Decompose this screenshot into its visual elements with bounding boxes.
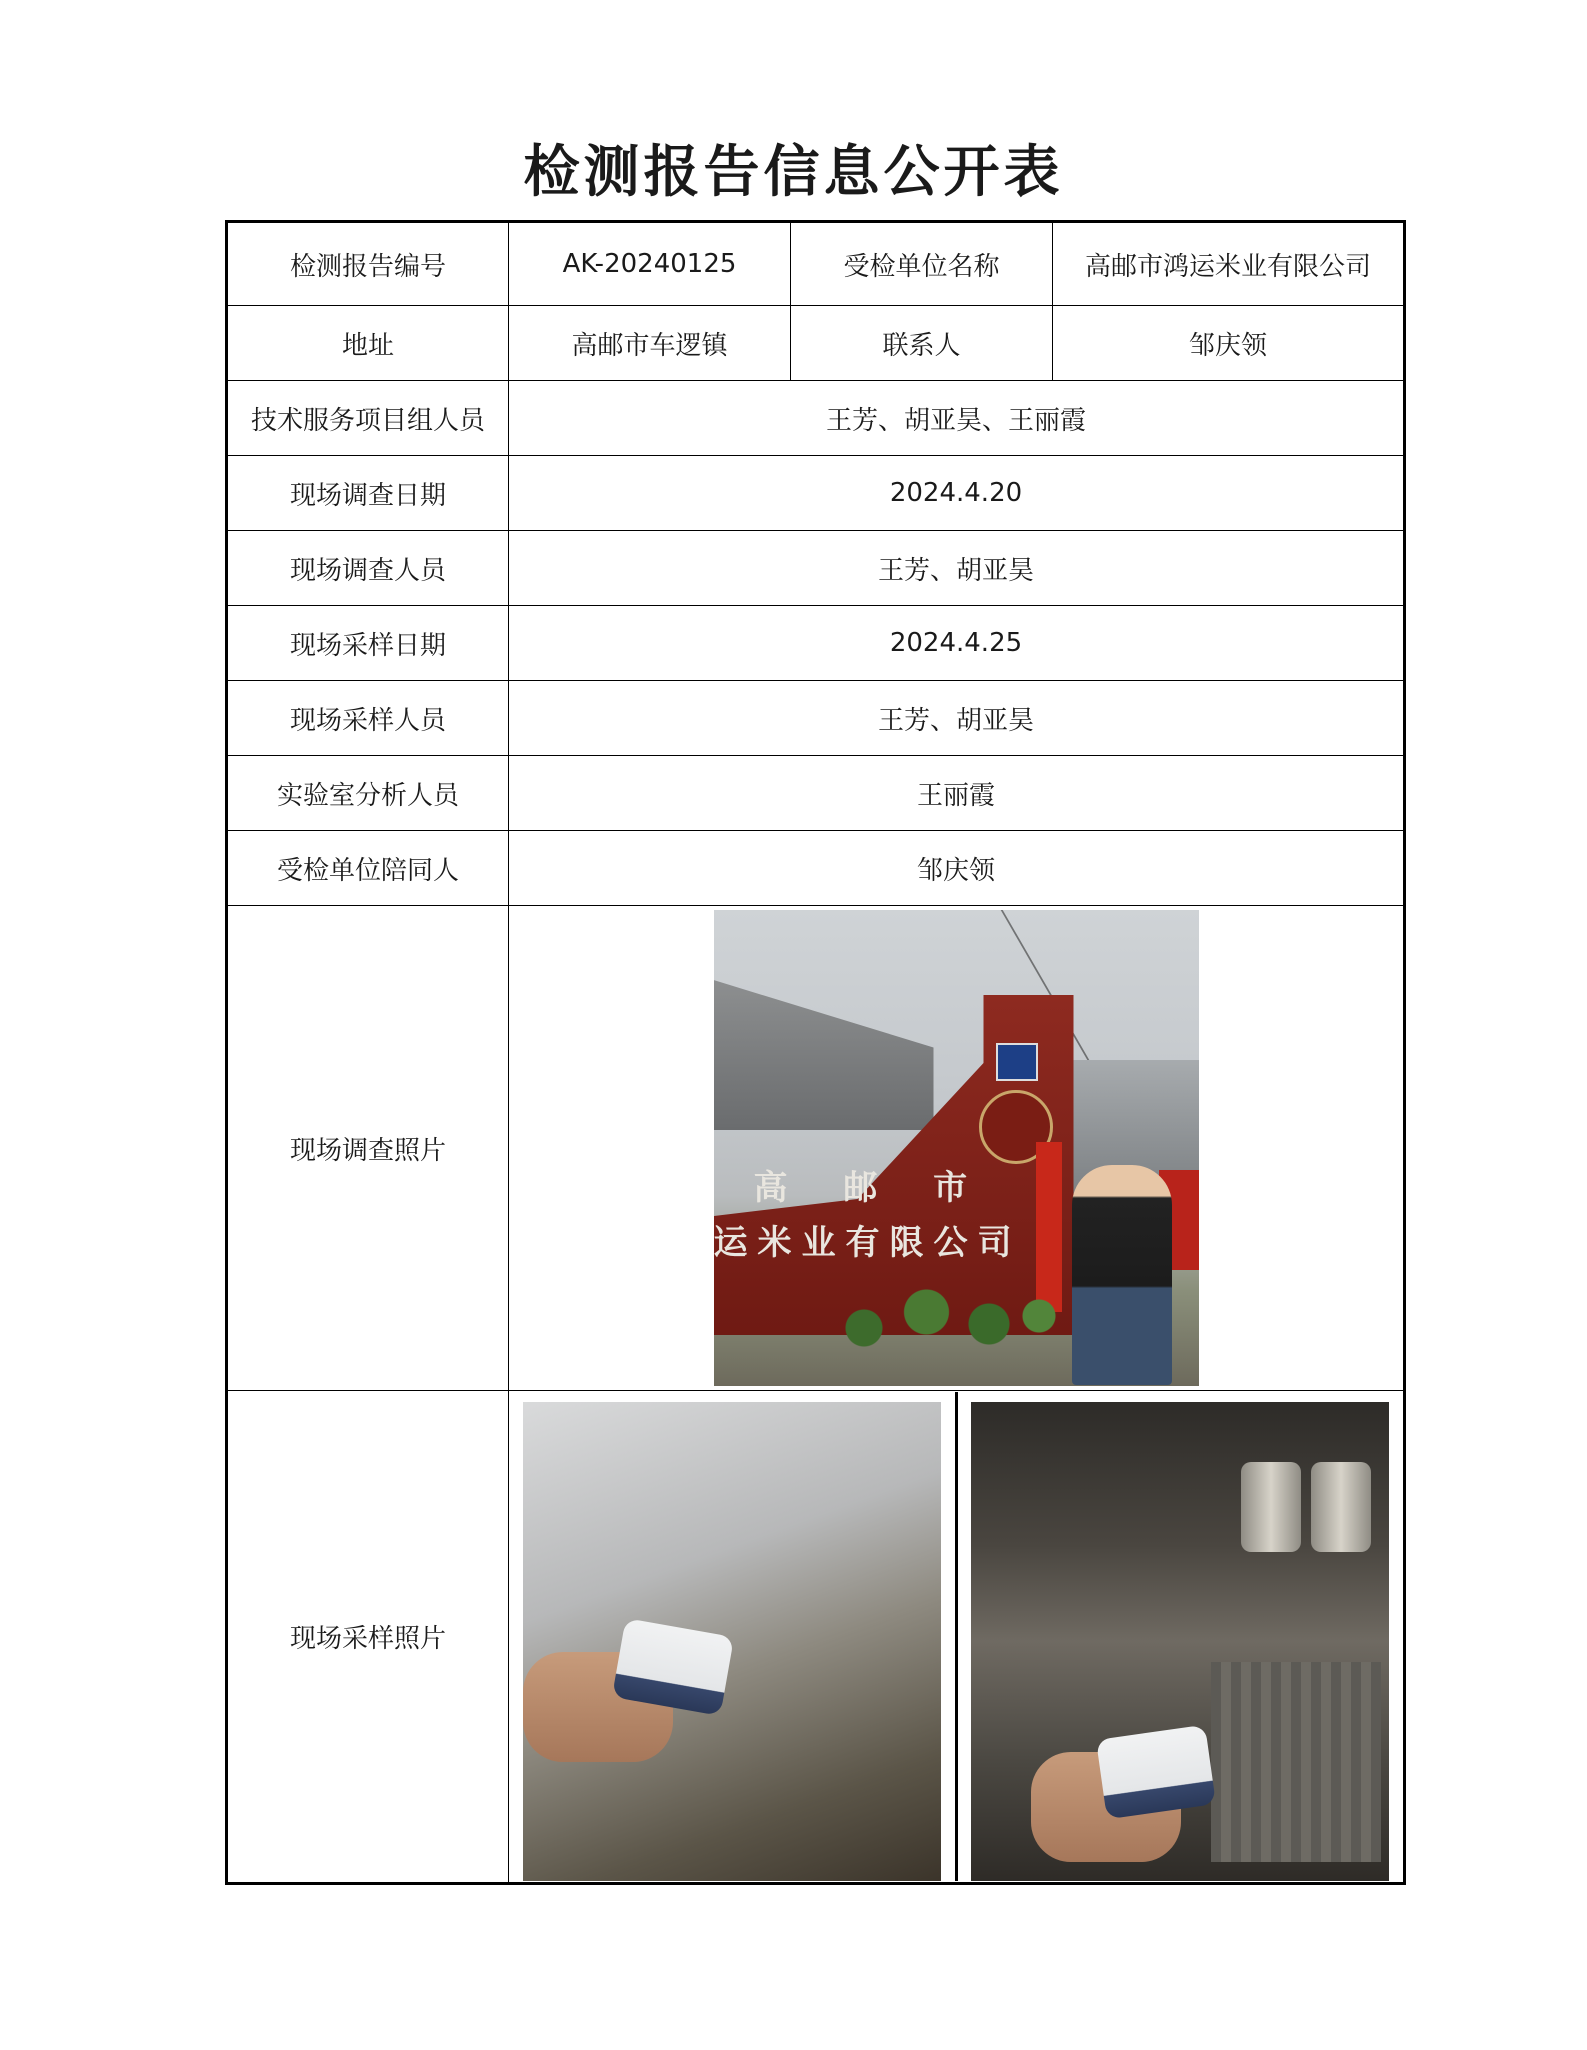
plants [814,1280,1064,1360]
table-row [227,906,1405,1391]
contact-value: 邹庆领 [1053,306,1405,381]
table-row [227,456,1405,531]
rice-machine [1211,1662,1381,1862]
report-no-label: 检测报告编号 [227,222,509,306]
survey-staff-value: 王芳、胡亚昊 [509,531,1405,606]
contact-label: 联系人 [791,306,1053,381]
building-left [714,980,934,1130]
team-value: 王芳、胡亚昊、王丽霞 [509,381,1405,456]
sampling-staff-label: 现场采样人员 [227,681,509,756]
lab-staff-value: 王丽霞 [509,756,1405,831]
survey-date-value: 2024.4.20 [509,456,1405,531]
survey-photo-cell [509,906,1405,1391]
table-row [227,831,1405,906]
survey-staff-label: 现场调查人员 [227,531,509,606]
wall-sign-line1: 高 邮 市 [753,1168,990,1208]
sampling-photo-left-wrap [509,1392,955,1881]
address-value: 高邮市车逻镇 [509,306,791,381]
sampling-photo-cell [509,1391,1405,1884]
table-row [227,606,1405,681]
table-row [227,222,1405,306]
address-label: 地址 [227,306,509,381]
sampling-photo-pair [509,1392,1403,1881]
survey-date-label: 现场调查日期 [227,456,509,531]
wall-sign-line2: 运米业有限公司 [713,1223,1022,1263]
unit-name-value: 高邮市鸿运米业有限公司 [1053,222,1405,306]
table-row [227,381,1405,456]
sampling-date-value: 2024.4.25 [509,606,1405,681]
sampling-staff-value: 王芳、胡亚昊 [509,681,1405,756]
report-table [225,220,1406,1885]
survey-photo-label: 现场调查照片 [227,906,509,1391]
page-title: 检测报告信息公开表 [523,139,1064,205]
table-row [227,681,1405,756]
escort-label: 受检单位陪同人 [227,831,509,906]
unit-name-label: 受检单位名称 [791,222,1053,306]
survey-photo [714,910,1199,1386]
team-label: 技术服务项目组人员 [227,381,509,456]
machine-pipe [1241,1462,1301,1552]
house-number-plate [996,1043,1038,1081]
table-row [227,306,1405,381]
lab-staff-label: 实验室分析人员 [227,756,509,831]
sampling-date-label: 现场采样日期 [227,606,509,681]
table-row [227,531,1405,606]
machine-pipe [1311,1462,1371,1552]
table-row [227,1391,1405,1884]
escort-value: 邹庆领 [509,831,1405,906]
report-no-value: AK-20240125 [509,222,791,306]
sampling-photo-label: 现场采样照片 [227,1391,509,1884]
table-row [227,756,1405,831]
detector-device-icon [1096,1725,1216,1820]
sampling-photo-right [971,1402,1389,1881]
sampling-photo-left [523,1402,941,1881]
sampling-photo-right-wrap [955,1392,1404,1881]
person-standing [1072,1165,1172,1385]
